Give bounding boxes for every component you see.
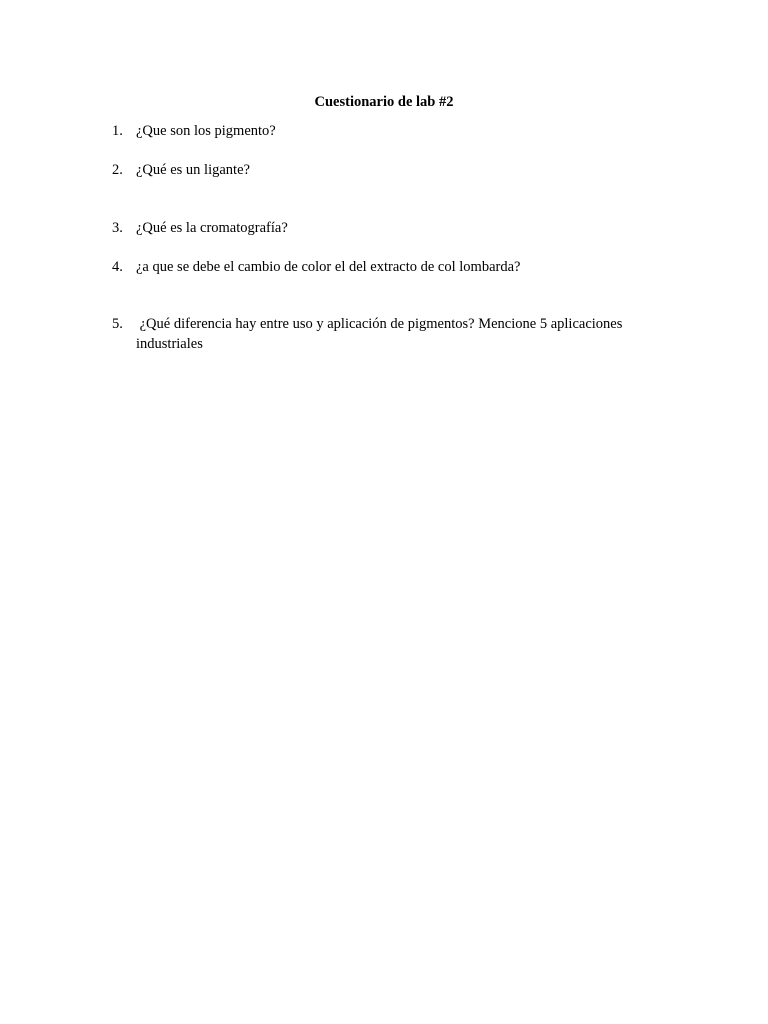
question-number: 5. <box>112 316 123 332</box>
question-text: ¿Que son los pigmento? <box>136 123 276 139</box>
question-text: ¿Qué es la cromatografía? <box>136 220 288 236</box>
document-title: Cuestionario de lab #2 <box>314 94 454 110</box>
question-text: ¿Qué diferencia hay entre uso y aplicación de pigmentos? Mencione 5 aplicaciones industriales <box>136 316 626 352</box>
question-text: ¿Qué es un ligante? <box>136 162 250 178</box>
question-item <box>112 314 652 354</box>
question-item <box>112 160 652 180</box>
question-item <box>112 257 652 277</box>
question-number: 2. <box>112 162 123 178</box>
question-number: 3. <box>112 220 123 236</box>
question-item <box>112 121 652 141</box>
question-text: ¿a que se debe el cambio de color el del extracto de col lombarda? <box>136 259 521 275</box>
question-number: 4. <box>112 259 123 275</box>
question-number: 1. <box>112 123 123 139</box>
question-item <box>112 218 652 238</box>
